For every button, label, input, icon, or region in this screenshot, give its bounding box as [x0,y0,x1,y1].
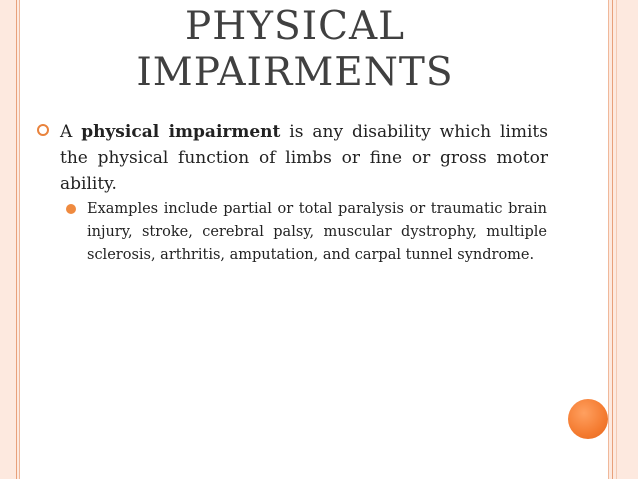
bullet-level-2: Examples include partial or total paralysis or traumatic brain injury, stroke, cerebral palsy, muscular dystrophy, multiple sclerosis, arthritis, amputation, and carpal tunnel syndrome. [87,201,547,263]
bullet1-suffix: is any disability which limits the physical function of limbs or fine or gross motor ability. [60,122,548,194]
left-border-line-inner [19,0,20,479]
right-border-line [612,0,613,479]
bullet1-bold-term: physical impairment [81,122,281,142]
right-border-line-outer [616,0,617,479]
orange-circle-decoration [568,399,608,439]
title-line-1: PHYSICAL [184,4,406,49]
slide-title [100,4,490,96]
bullet-level-1 [60,119,548,197]
title-line-2: IMPAIRMENTS [136,50,454,95]
dot-bullet-icon [66,204,76,214]
left-border-line [16,0,17,479]
ring-bullet-icon [37,124,49,136]
bullet1-prefix: A [60,122,82,142]
right-border-line-inner [608,0,609,479]
